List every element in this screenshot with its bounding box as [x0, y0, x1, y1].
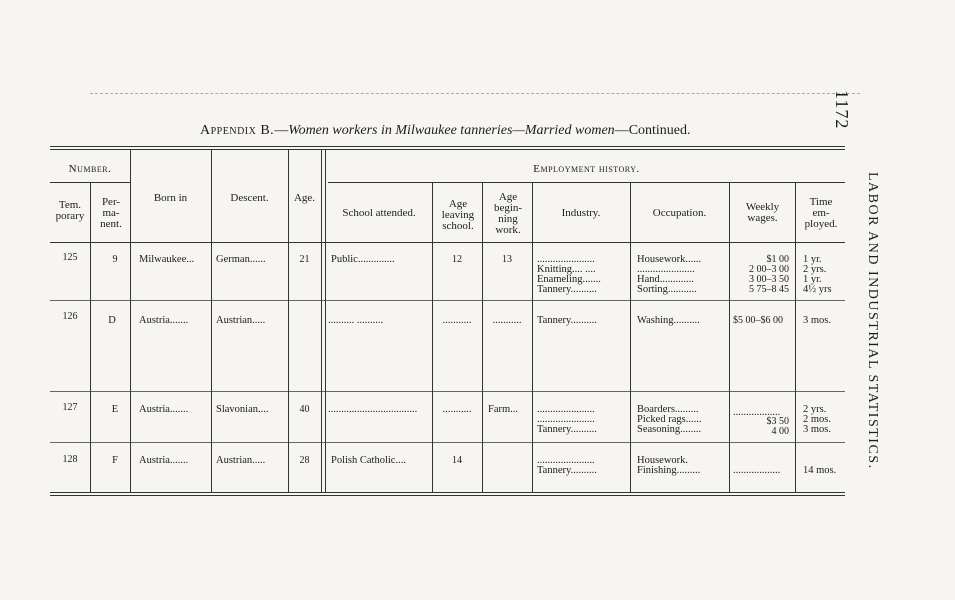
cell-age-leaving: ........... — [442, 404, 472, 415]
cell-industry: Tannery.......... — [537, 284, 597, 295]
cell-born-in: Austria....... — [139, 404, 189, 415]
title-dash: — — [274, 123, 289, 138]
cell-wages: 3 00–3 50 — [749, 274, 789, 285]
cell-temporary: 126 — [62, 311, 78, 322]
cell-school: Polish Catholic.... — [331, 455, 406, 466]
cell-wages: $5 00–$6 00 — [733, 315, 783, 326]
table-bottom-rule — [50, 492, 845, 493]
cell-industry: ...................... — [537, 414, 595, 425]
cell-time: 2 mos. — [803, 414, 832, 425]
title-prefix: Appendix B. — [200, 123, 275, 138]
cell-school: Public.............. — [331, 254, 395, 265]
header-occupation: Occupation. — [652, 207, 707, 219]
cell-wages: 4 00 — [771, 426, 789, 437]
header-age-beginning: Age begin- ning work. — [493, 191, 523, 236]
col-rule — [321, 149, 322, 492]
header-school: School attended. — [342, 207, 416, 219]
cell-age-beginning: ........... — [492, 315, 522, 326]
table-bottom-rule-2 — [50, 495, 845, 496]
table-title — [200, 123, 691, 139]
running-header: LABOR AND INDUSTRIAL STATISTICS. — [865, 172, 880, 470]
cell-age: 21 — [299, 254, 310, 265]
cell-school: .......... .......... — [328, 315, 384, 326]
cell-age: 28 — [299, 455, 310, 466]
header-weekly-wages: Weekly wages. — [745, 201, 780, 224]
cell-school: .................................. — [328, 404, 418, 415]
cell-wages: $3 50 — [766, 416, 789, 427]
cell-time: 1 yr. — [803, 254, 822, 265]
cell-time: 2 yrs. — [803, 264, 827, 275]
cell-wages: 2 00–3 00 — [749, 264, 789, 275]
row-rule-1 — [50, 300, 845, 301]
cell-born-in: Milwaukee... — [139, 254, 195, 265]
cell-age-leaving: 12 — [452, 254, 462, 265]
header-permanent: Per- ma- nent. — [100, 196, 122, 230]
cell-temporary: 125 — [62, 252, 78, 263]
header-bottom-rule — [50, 242, 845, 243]
cell-born-in: Austria....... — [139, 455, 189, 466]
cell-wages: .................. — [733, 407, 781, 418]
row-rule-3 — [50, 442, 845, 443]
header-employment-history: Employment history. — [533, 163, 640, 175]
row-rule-2 — [50, 391, 845, 392]
col-rule — [90, 182, 91, 492]
cell-descent: German...... — [216, 254, 266, 265]
cell-descent: Slavonian.... — [216, 404, 269, 415]
cell-time: 2 yrs. — [803, 404, 827, 415]
header-age: Age. — [293, 192, 316, 204]
cell-age-beginning: 13 — [502, 254, 512, 265]
cell-occupation: Washing.......... — [637, 315, 700, 326]
header-number: Number. — [68, 163, 112, 175]
cell-occupation: Housework...... — [637, 254, 702, 265]
cell-descent: Austrian..... — [216, 315, 266, 326]
cell-industry: Tannery.......... — [537, 315, 597, 326]
page-number: 1172 — [832, 90, 852, 130]
table-top-rule — [50, 146, 845, 147]
cell-industry: Tannery.......... — [537, 424, 597, 435]
cell-occupation: Finishing......... — [637, 465, 701, 476]
cell-permanent: D — [108, 315, 116, 326]
cell-occupation: Sorting........... — [637, 284, 697, 295]
cell-temporary: 128 — [62, 454, 78, 465]
cell-permanent: F — [112, 455, 118, 466]
header-descent: Descent. — [230, 192, 269, 204]
cell-born-in: Austria....... — [139, 315, 189, 326]
cell-age-beginning: Farm... — [488, 404, 519, 415]
cell-occupation: Housework. — [637, 455, 689, 466]
col-rule — [432, 182, 433, 492]
header-time-employed: Time em- ployed. — [804, 196, 838, 230]
cell-permanent: 9 — [112, 254, 118, 265]
header-age-leaving: Age leaving school. — [441, 198, 475, 232]
cell-industry: ...................... — [537, 254, 595, 265]
cell-age-leaving: 14 — [452, 455, 462, 466]
table-top-rule-2 — [50, 149, 845, 150]
cell-permanent: E — [111, 404, 119, 415]
cell-industry: ...................... — [537, 455, 595, 466]
cell-industry: ...................... — [537, 404, 595, 415]
cell-time: 1 yr. — [803, 274, 822, 285]
cell-industry: Knitting.... .... — [537, 264, 596, 275]
cell-occupation: Boarders......... — [637, 404, 699, 415]
cell-occupation: Seasoning........ — [637, 424, 702, 435]
cell-descent: Austrian..... — [216, 455, 266, 466]
cell-time: 14 mos. — [803, 465, 837, 476]
header-temporary: Tem. porary — [55, 199, 85, 222]
top-rule — [90, 93, 860, 94]
cell-time: 3 mos. — [803, 315, 832, 326]
cell-industry: Tannery.......... — [537, 465, 597, 476]
header-industry: Industry. — [561, 207, 601, 219]
cell-wages: .................. — [733, 465, 781, 476]
col-rule — [325, 149, 326, 492]
title-italic: Women workers in Milwaukee tanneries—Married women — [288, 123, 615, 138]
col-rule — [729, 182, 730, 492]
cell-wages: $1 00 — [766, 254, 789, 265]
cell-wages: 5 75–8 45 — [749, 284, 789, 295]
cell-time: 4½ yrs — [803, 284, 832, 295]
cell-occupation: ...................... — [637, 264, 695, 275]
cell-age-leaving: ........... — [442, 315, 472, 326]
cell-time: 3 mos. — [803, 424, 832, 435]
cell-industry: Enameling....... — [537, 274, 601, 285]
cell-temporary: 127 — [62, 402, 78, 413]
title-suffix: —Continued. — [614, 123, 691, 138]
col-rule — [482, 182, 483, 492]
col-rule — [630, 182, 631, 492]
cell-age: 40 — [299, 404, 310, 415]
cell-occupation: Picked rags...... — [637, 414, 702, 425]
col-rule — [532, 182, 533, 492]
header-born-in: Born in — [153, 192, 188, 204]
cell-occupation: Hand............. — [637, 274, 694, 285]
employment-underline — [328, 182, 845, 183]
